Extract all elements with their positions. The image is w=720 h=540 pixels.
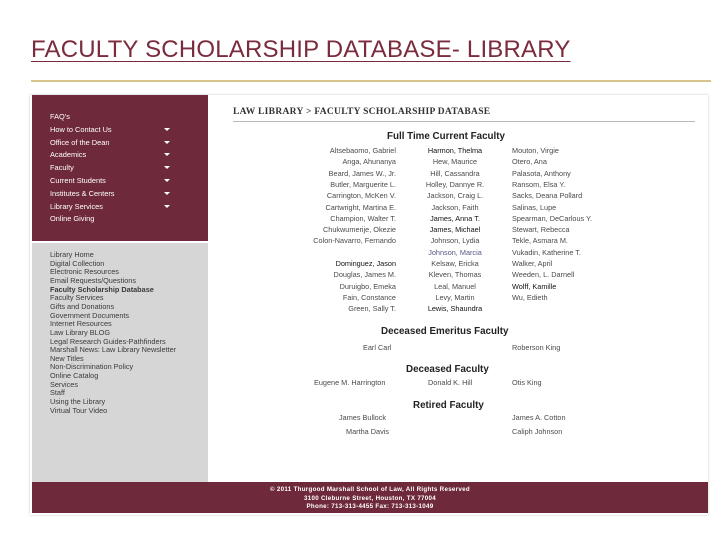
faculty-name[interactable]: Green, Sally T. [348, 304, 396, 314]
faculty-name[interactable]: Kelsaw, Ericka [431, 259, 479, 268]
faculty-name[interactable]: Mouton, Virgie [512, 146, 559, 155]
faculty-name[interactable]: Stewart, Rebecca [512, 225, 570, 235]
faculty-name[interactable]: Walker, April [512, 259, 553, 268]
chevron-down-icon[interactable] [164, 166, 170, 169]
sidebar-link[interactable]: Virtual Tour Video [50, 405, 108, 415]
sidebar-link[interactable]: Using the Library [50, 397, 106, 407]
sidebar-links [32, 241, 208, 484]
faculty-name[interactable]: Holley, Dannye R. [425, 179, 485, 189]
faculty-name[interactable]: Anga, Ahunanya [342, 157, 396, 167]
faculty-name[interactable]: Caliph Johnson [512, 427, 563, 436]
faculty-name[interactable]: Levy, Martin [435, 292, 475, 302]
chevron-down-icon[interactable] [164, 153, 170, 156]
chevron-down-icon[interactable] [164, 205, 170, 208]
faculty-name[interactable]: Butler, Marguerite L. [330, 179, 396, 189]
sidebar-link[interactable]: Library Home [50, 250, 94, 259]
sidebar-nav-item[interactable] [50, 112, 70, 121]
sidebar-nav [32, 95, 208, 241]
sidebar-link[interactable]: Government Documents [50, 310, 130, 320]
faculty-name[interactable]: Spearman, DeCarlous Y. [512, 213, 593, 223]
sidebar-link[interactable]: Non-Discrimination Policy [50, 362, 134, 372]
chevron-down-icon[interactable] [164, 192, 170, 195]
faculty-name[interactable]: Chukwumerije, Okezie [323, 225, 396, 235]
faculty-name[interactable]: Jackson, Craig L. [426, 191, 484, 201]
faculty-name[interactable]: Salinas, Lupe [512, 202, 557, 212]
sidebar-link[interactable]: New Titles [50, 353, 84, 363]
sidebar-link[interactable]: Faculty Services [50, 293, 104, 303]
faculty-name[interactable]: Douglas, James M. [333, 270, 396, 280]
section-heading-retired: Retired Faculty [413, 400, 484, 411]
faculty-name[interactable]: Dominguez, Jason [335, 259, 396, 268]
chevron-down-icon[interactable] [164, 179, 170, 182]
title-rule [31, 80, 711, 82]
faculty-name[interactable]: Eugene M. Harrington [314, 378, 386, 387]
section-heading-full-time: Full Time Current Faculty [387, 131, 505, 142]
faculty-name[interactable]: Johnson, Lydia [430, 236, 480, 246]
faculty-name[interactable]: Lewis, Shaundra [427, 304, 483, 314]
section-heading-deceased: Deceased Faculty [406, 364, 489, 375]
sidebar-nav-label: FAQ's [50, 112, 70, 121]
faculty-name[interactable]: Donald K. Hill [428, 378, 473, 387]
faculty-name[interactable]: Leal, Manuel [434, 281, 476, 291]
sidebar-link[interactable]: Gifts and Donations [50, 301, 115, 311]
footer-address: 3100 Cleburne Street, Houston, TX 77004 [303, 495, 437, 502]
sidebar-link[interactable]: Online Catalog [50, 371, 99, 381]
faculty-name[interactable]: Palasota, Anthony [512, 168, 571, 178]
faculty-name[interactable]: Duruigbo, Emeka [339, 281, 396, 291]
sidebar-link[interactable]: Law Library BLOG [50, 327, 111, 337]
faculty-name[interactable]: Otis King [512, 378, 542, 387]
faculty-name[interactable]: Johnson, Marcia [428, 247, 482, 257]
faculty-name[interactable]: Wolff, Kamille [512, 281, 557, 291]
faculty-name[interactable]: Tekle, Asmara M. [512, 236, 568, 246]
section-heading-emeritus: Deceased Emeritus Faculty [381, 326, 509, 337]
footer-copyright: © 2011 Thurgood Marshall School of Law, All Rights Reserved [270, 486, 470, 493]
faculty-name[interactable]: Ransom, Elsa Y. [512, 179, 566, 189]
sidebar-nav-label: Online Giving [50, 214, 95, 224]
faculty-name[interactable]: Cartwright, Martina E. [325, 202, 396, 212]
chevron-down-icon[interactable] [164, 141, 170, 144]
sidebar-nav-label: Office of the Dean [50, 137, 110, 147]
faculty-name[interactable]: James A. Cotton [512, 413, 566, 422]
sidebar-nav-label: Academics [50, 150, 87, 160]
slide-title: FACULTY SCHOLARSHIP DATABASE- LIBRARY [31, 36, 571, 63]
sidebar-link[interactable]: Electronic Resources [50, 267, 119, 277]
faculty-name[interactable]: James, Anna T. [430, 213, 480, 223]
sidebar-link[interactable]: Marshall News: Law Library Newsletter [50, 345, 177, 355]
faculty-name[interactable]: Otero, Ana [512, 157, 547, 167]
faculty-name[interactable]: Roberson King [512, 343, 561, 352]
site-footer [32, 482, 708, 513]
faculty-name[interactable]: Beard, James W., Jr. [328, 168, 396, 178]
faculty-name[interactable]: Champion, Walter T. [330, 213, 396, 223]
sidebar-nav-item[interactable] [50, 138, 109, 147]
faculty-name[interactable]: Vukadin, Katherine T. [512, 247, 581, 257]
sidebar-nav-item[interactable] [50, 214, 94, 223]
faculty-name[interactable]: Sacks, Deana Pollard [512, 191, 583, 201]
faculty-name[interactable]: Hill, Cassandra [430, 168, 480, 178]
faculty-name[interactable]: James, Michael [429, 225, 481, 235]
sidebar-nav-item[interactable] [50, 189, 115, 198]
sidebar-link[interactable]: Legal Research Guides-Pathfinders [50, 336, 166, 346]
faculty-name[interactable]: Carrington, McKen V. [326, 191, 396, 201]
sidebar-link[interactable]: Faculty Scholarship Database [50, 284, 154, 294]
sidebar-nav-label: Library Services [50, 201, 103, 211]
breadcrumb-divider [233, 121, 695, 122]
sidebar-nav-item[interactable] [50, 163, 74, 172]
sidebar-nav-label: Institutes & Centers [50, 188, 115, 198]
faculty-name[interactable]: Hew, Maurice [432, 157, 478, 167]
footer-phone: Phone: 713-313-4455 Fax: 713-313-1049 [306, 503, 434, 510]
faculty-name[interactable]: Fain, Constance [342, 292, 396, 302]
website-screenshot [30, 95, 708, 515]
sidebar-link[interactable]: Digital Collection [50, 258, 105, 268]
sidebar-nav-item[interactable] [50, 125, 112, 134]
sidebar-link[interactable]: Internet Resources [50, 319, 112, 329]
chevron-down-icon[interactable] [164, 128, 170, 131]
faculty-name[interactable]: James Bullock [339, 413, 387, 422]
sidebar-nav-item[interactable] [50, 150, 86, 159]
faculty-name[interactable]: Weeden, L. Darnell [512, 270, 575, 280]
sidebar-nav-label: How to Contact Us [50, 124, 112, 134]
sidebar-link[interactable]: Services [50, 379, 78, 389]
faculty-name[interactable]: Harmon, Thelma [427, 146, 483, 155]
faculty-name[interactable]: Kleven, Thomas [428, 270, 482, 280]
sidebar-nav-item[interactable] [50, 176, 106, 185]
sidebar-link[interactable]: Staff [50, 388, 65, 398]
faculty-name[interactable]: Wu, Edieth [512, 292, 548, 302]
sidebar-nav-item[interactable] [50, 202, 103, 211]
sidebar-nav-label: Faculty [50, 163, 74, 173]
faculty-name[interactable]: Martha Davis [346, 427, 389, 436]
sidebar-link[interactable]: Email Requests/Questions [50, 275, 136, 285]
faculty-name[interactable]: Altsebaomo, Gabriel [329, 146, 396, 155]
faculty-name[interactable]: Colon-Navarro, Fernando [313, 236, 396, 246]
faculty-name[interactable]: Jackson, Faith [431, 202, 479, 212]
sidebar-nav-label: Current Students [50, 176, 106, 185]
breadcrumb: LAW LIBRARY > FACULTY SCHOLARSHIP DATABASE [233, 107, 491, 117]
faculty-name[interactable]: Earl Carl [363, 343, 392, 352]
